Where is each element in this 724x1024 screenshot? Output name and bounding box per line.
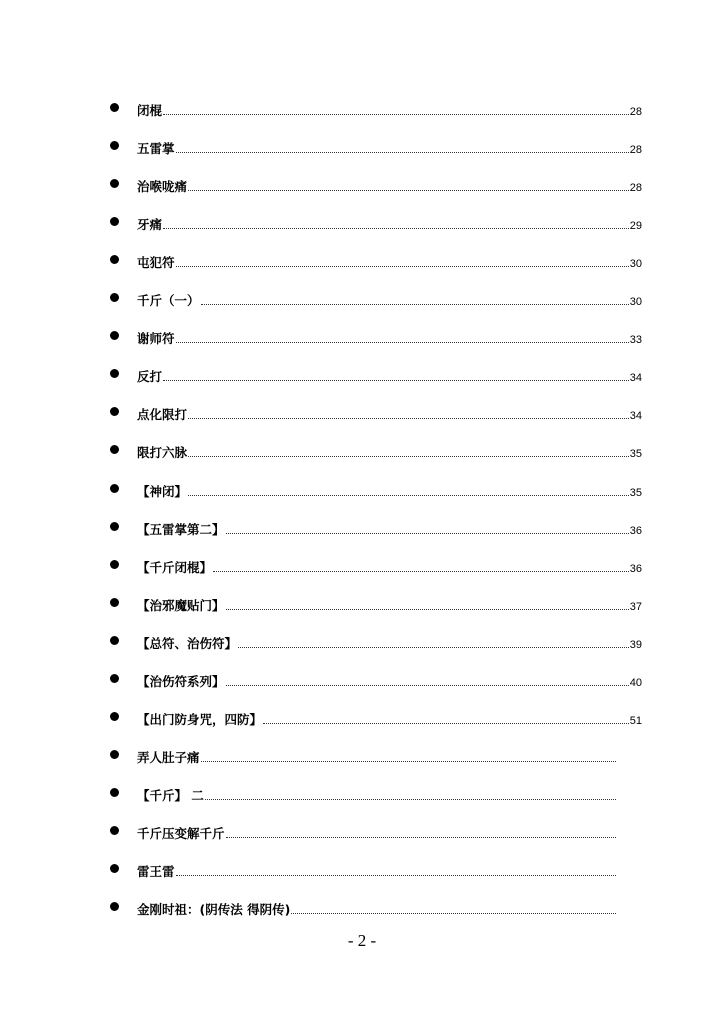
- toc-entry-title: 【治邪魔贴门】: [137, 598, 225, 613]
- bullet-icon: [110, 750, 119, 759]
- bullet-icon: [110, 788, 119, 797]
- toc-entry-page-number: 37: [629, 601, 642, 613]
- toc-entry-title: 反打: [137, 369, 163, 384]
- toc-entry-page-number: 35: [629, 487, 642, 499]
- bullet-icon: [110, 636, 119, 645]
- toc-entry-line: [137, 898, 617, 918]
- dot-leader: [176, 875, 616, 876]
- bullet-icon: [110, 369, 119, 378]
- toc-entry-title: 点化限打: [137, 407, 188, 422]
- toc-entry-page-number: 40: [629, 677, 642, 689]
- toc-entry-page-number: 34: [629, 372, 642, 384]
- bullet-icon: [110, 179, 119, 188]
- bullet-icon: [110, 902, 119, 911]
- dot-leader: [176, 342, 629, 343]
- dot-leader: [213, 571, 629, 572]
- dot-leader: [226, 609, 629, 610]
- bullet-icon: [110, 522, 119, 531]
- dot-leader: [176, 152, 629, 153]
- toc-entry-line: [137, 175, 642, 195]
- bullet-icon: [110, 103, 119, 112]
- toc-entry-page-number: 36: [629, 563, 642, 575]
- dot-leader: [226, 837, 616, 838]
- bullet-icon: [110, 826, 119, 835]
- toc-entry-page-number: 28: [629, 144, 642, 156]
- dot-leader: [201, 761, 616, 762]
- bullet-icon: [110, 445, 119, 454]
- toc-entry-title: 【总符、治伤符】: [137, 636, 238, 651]
- dot-leader: [205, 799, 616, 800]
- toc-entry-title: 闭棍: [137, 103, 163, 118]
- bullet-icon: [110, 560, 119, 569]
- bullet-icon: [110, 141, 119, 150]
- toc-entry-page-number: 28: [629, 106, 642, 118]
- toc-entry-page-number: 33: [629, 334, 642, 346]
- toc-entry-page-number: 30: [629, 296, 642, 308]
- dot-leader: [226, 533, 629, 534]
- toc-entry-title: 限打六脉: [137, 445, 188, 460]
- toc-entry-title: 【千斤闭棍】: [137, 560, 213, 575]
- toc-entry-line: [137, 289, 642, 309]
- dot-leader: [263, 723, 629, 724]
- toc-entry-line: [137, 860, 617, 880]
- bullet-icon: [110, 598, 119, 607]
- toc-entry-line: [137, 251, 642, 271]
- toc-entry-title: 牙痛: [137, 217, 163, 232]
- toc-entry-line: [137, 327, 642, 347]
- toc-entry-line: [137, 632, 642, 652]
- dot-leader: [188, 190, 629, 191]
- toc-entry-line: [137, 403, 642, 423]
- toc-entry-line: [137, 480, 642, 500]
- toc-entry-line: [137, 213, 642, 233]
- toc-entry-line: [137, 784, 617, 804]
- toc-entry-title: 【治伤符系列】: [137, 674, 225, 689]
- bullet-icon: [110, 407, 119, 416]
- toc-entry-line: [137, 594, 642, 614]
- bullet-icon: [110, 331, 119, 340]
- toc-entry-title: 【五雷掌第二】: [137, 522, 225, 537]
- dot-leader: [176, 266, 629, 267]
- dot-leader: [163, 228, 629, 229]
- toc-entry-title: 【神闭】: [137, 484, 188, 499]
- toc-entry-line: [137, 99, 642, 119]
- dot-leader: [201, 304, 629, 305]
- toc-entry-title: 【出门防身咒，四防】: [137, 712, 263, 727]
- toc-entry-page-number: 36: [629, 525, 642, 537]
- dot-leader: [238, 647, 629, 648]
- toc-entry-title: 弄人肚子痛: [137, 750, 200, 765]
- toc-entry-line: [137, 556, 642, 576]
- toc-entry-page-number: 51: [629, 715, 642, 727]
- toc-entry-title: 千斤（一）: [137, 293, 200, 308]
- toc-entry-title: 屯犯符: [137, 255, 175, 270]
- bullet-icon: [110, 255, 119, 264]
- bullet-icon: [110, 674, 119, 683]
- toc-entry-line: [137, 670, 642, 690]
- toc-entry-line: [137, 137, 642, 157]
- toc-entry-title: 【千斤】 二: [137, 788, 204, 803]
- toc-entry-title: 雷王雷: [137, 864, 175, 879]
- toc-entry-title: 治喉咙痛: [137, 179, 188, 194]
- page-number-footer: - 2 -: [347, 931, 377, 950]
- toc-entry-title: 金刚时祖：(阴传法 得阴传): [137, 902, 291, 917]
- dot-leader: [188, 456, 629, 457]
- toc-entry-page-number: 34: [629, 410, 642, 422]
- bullet-icon: [110, 712, 119, 721]
- toc-entry-line: [137, 822, 617, 842]
- toc-entry-title: 五雷掌: [137, 141, 175, 156]
- dot-leader: [291, 913, 616, 914]
- dot-leader: [188, 495, 629, 496]
- bullet-icon: [110, 217, 119, 226]
- toc-entry-page-number: 35: [629, 448, 642, 460]
- bullet-icon: [110, 864, 119, 873]
- toc-entry-page-number: 29: [629, 220, 642, 232]
- toc-entry-line: [137, 708, 642, 728]
- toc-entry-page-number: 30: [629, 258, 642, 270]
- bullet-icon: [110, 293, 119, 302]
- toc-entry-page-number: 28: [629, 182, 642, 194]
- bullet-icon: [110, 484, 119, 493]
- toc-entry-line: [137, 746, 617, 766]
- toc-entry-title: 千斤压变解千斤: [137, 826, 225, 841]
- toc-entry-title: 谢师符: [137, 331, 175, 346]
- toc-entry-page-number: 39: [629, 639, 642, 651]
- dot-leader: [163, 380, 629, 381]
- toc-entry-line: [137, 441, 642, 461]
- toc-entry-line: [137, 365, 642, 385]
- dot-leader: [226, 685, 629, 686]
- dot-leader: [188, 418, 629, 419]
- dot-leader: [163, 114, 629, 115]
- toc-entry-line: [137, 518, 642, 538]
